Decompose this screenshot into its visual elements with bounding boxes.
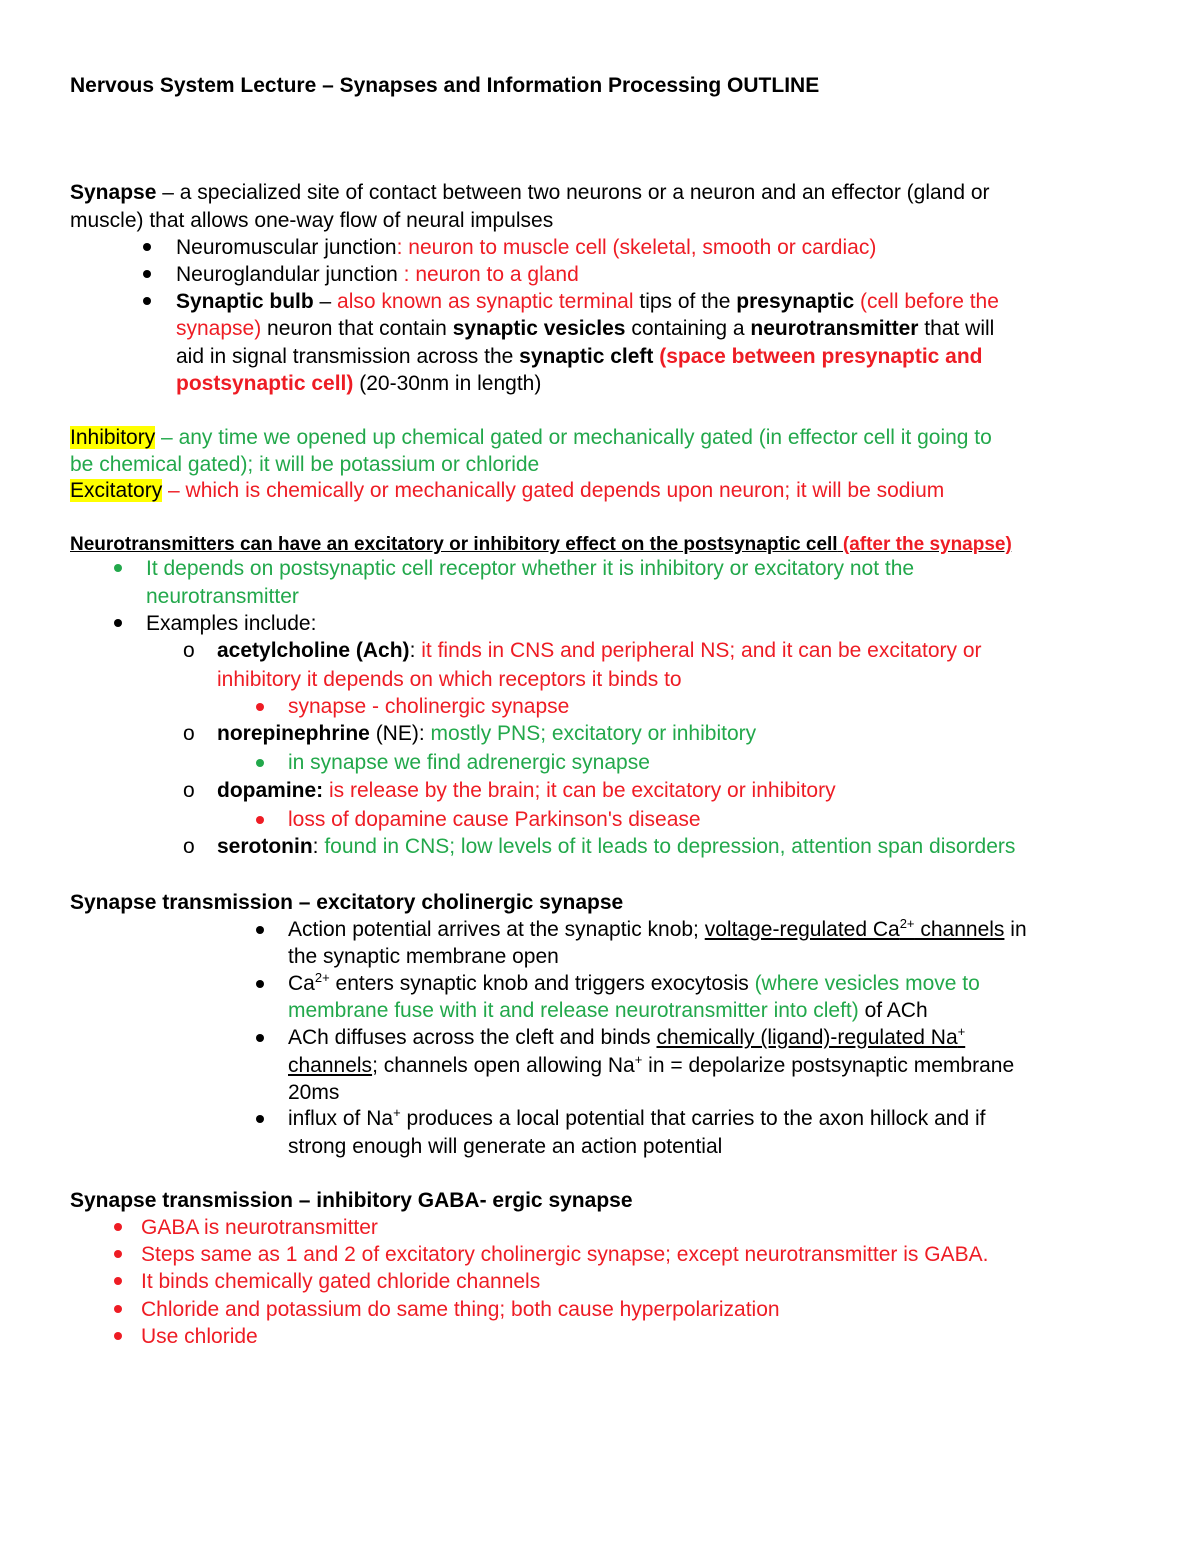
ext-s3a: ACh diffuses across the cleft and binds [288, 1026, 657, 1049]
dopamine-name: dopamine: [217, 779, 324, 802]
bullet-icon [256, 980, 264, 988]
ext-s1-sup: 2+ [899, 916, 915, 931]
inh-item: Steps same as 1 and 2 of excitatory cholinergic synapse; except neurotransmitter is GABA. [141, 1243, 989, 1266]
ext-s3-sup1: + [957, 1024, 966, 1039]
ext-s3-underline1 [656, 1026, 965, 1049]
ext-s3-u2: channels [288, 1054, 373, 1077]
ach-name: acetylcholine (Ach) [217, 639, 410, 662]
inhibitory-line1 [70, 424, 992, 451]
ext-s1a: Action potential arrives at the synaptic knob; [288, 918, 705, 941]
nt-point1-line1: It depends on postsynaptic cell receptor whether it is inhibitory or excitatory not the [146, 557, 915, 580]
bulb-dash: – [313, 290, 338, 313]
ne-line [217, 720, 756, 747]
nt-heading [70, 531, 1012, 558]
inh-item: GABA is neurotransmitter [141, 1216, 378, 1239]
bulb-cell-before: (cell before the [854, 290, 999, 313]
serotonin-colon: : [312, 835, 319, 858]
bulb-line3 [176, 343, 983, 370]
bulb-term: Synaptic bulb [176, 290, 314, 313]
inh-item: Chloride and potassium do same thing; both cause hyperpolarization [141, 1298, 780, 1321]
serotonin-name: serotonin [217, 835, 313, 858]
bullet-icon [114, 1223, 122, 1231]
ext-step1-line1 [288, 916, 1027, 943]
ne-abbr: (NE): [369, 722, 425, 745]
bullet-icon [114, 1250, 122, 1258]
excitatory-label: Excitatory [70, 479, 163, 502]
ext-s1-link2: channels [914, 918, 1005, 941]
bullet-neuromuscular [176, 234, 876, 261]
bullet-icon [256, 816, 264, 824]
bullet-icon [256, 759, 264, 767]
ext-s1-link [705, 918, 1005, 941]
dopamine-line [217, 777, 836, 804]
ne-name: norepinephrine [217, 722, 370, 745]
serotonin-line [217, 833, 1015, 860]
bulb-neuron-contain: neuron that contain [261, 317, 453, 340]
ne-desc: mostly PNS; excitatory or inhibitory [424, 722, 757, 745]
ext-s4a: influx of Na [288, 1107, 394, 1130]
ext-step1-line2: the synaptic membrane open [288, 945, 559, 968]
bulb-line1 [176, 288, 999, 315]
bulb-containing: containing a [625, 317, 751, 340]
bulb-neurotransmitter: neurotransmitter [750, 317, 919, 340]
ext-step2-line1 [288, 970, 980, 997]
ext-s3-u1: chemically (ligand)-regulated Na [656, 1026, 958, 1049]
ext-s1-link-text: voltage-regulated Ca [704, 918, 900, 941]
ngj-detail: : neuron to a gland [403, 263, 579, 286]
ext-s2-sup: 2+ [314, 970, 330, 985]
excitatory-transmission-heading: Synapse transmission – excitatory cholinergic synapse [70, 891, 624, 914]
ngj-label: Neuroglandular junction [176, 263, 404, 286]
ext-step3-line1 [288, 1024, 965, 1051]
sub-bullet-icon: o [183, 639, 195, 662]
ext-s4b: produces a local potential that carries to the axon hillock and if [400, 1107, 986, 1130]
bulb-vesicles: synaptic vesicles [452, 317, 626, 340]
serotonin-desc: found in CNS; low levels of it leads to depression, attention span disorders [318, 835, 1016, 858]
ext-step4-line2: strong enough will generate an action potential [288, 1135, 723, 1158]
inhibitory-line2: be chemical gated); it will be potassium or chloride [70, 453, 540, 476]
ext-s2-note2: membrane fuse with it and release neurotransmitter into cleft) [288, 999, 859, 1022]
sub-bullet-icon: o [183, 835, 195, 858]
inhibitory-text1: – any time we opened up chemical gated or mechanically gated (in effector cell it going to [155, 426, 992, 449]
bulb-aid: aid in signal transmission across the [176, 345, 520, 368]
dopamine-sub: loss of dopamine cause Parkinson's disease [288, 808, 701, 831]
synapse-def-text: – a specialized site of contact between two neurons or a neuron and an effector (gland or [156, 181, 990, 204]
nt-point1-line2: neurotransmitter [146, 585, 299, 608]
bullet-icon [114, 619, 122, 627]
bullet-icon [256, 703, 264, 711]
bulb-line2 [176, 315, 994, 342]
bullet-icon [114, 1332, 122, 1340]
sub-bullet-icon: o [183, 722, 195, 745]
bulb-postsyn-cell: postsynaptic cell) [176, 372, 354, 395]
nt-heading-note: (after the synapse) [837, 534, 1012, 555]
bullet-icon [114, 1305, 122, 1313]
ext-step3-line2 [288, 1052, 1014, 1079]
bulb-tips: tips of the [633, 290, 737, 313]
ext-s4-sup: + [393, 1105, 401, 1120]
nt-examples-label: Examples include: [146, 612, 317, 635]
bullet-icon [256, 926, 264, 934]
ach-colon: : [409, 639, 416, 662]
ext-s1b: in [1004, 918, 1027, 941]
bulb-presynaptic: presynaptic [736, 290, 855, 313]
ext-step2-line2 [288, 997, 928, 1024]
bullet-icon [256, 1115, 264, 1123]
bulb-length: (20-30nm in length) [353, 372, 542, 395]
synapse-definition-line1 [70, 179, 990, 206]
ach-desc1: it finds in CNS and peripheral NS; and it can be excitatory or [415, 639, 982, 662]
inh-item: It binds chemically gated chloride channels [141, 1270, 541, 1293]
bullet-icon [114, 1277, 122, 1285]
ext-s3b: ; channels open allowing Na [372, 1054, 635, 1077]
inhibitory-label: Inhibitory [70, 426, 156, 449]
inh-item: Use chloride [141, 1325, 258, 1348]
excitatory-text: – which is chemically or mechanically gated depends upon neuron; it will be sodium [162, 479, 945, 502]
ext-s2-note1: (where vesicles move to [748, 972, 980, 995]
inhibitory-transmission-heading: Synapse transmission – inhibitory GABA- ergic synapse [70, 1189, 633, 1212]
ach-line1 [217, 637, 982, 664]
synapse-term: Synapse [70, 181, 157, 204]
bulb-cleft: synaptic cleft [519, 345, 654, 368]
bullet-icon [143, 270, 151, 278]
ext-s2a: enters synaptic knob and triggers exocytosis [329, 972, 749, 995]
synapse-definition-line2: muscle) that allows one-way flow of neural impulses [70, 209, 554, 232]
bulb-space-between: (space between presynaptic and [653, 345, 983, 368]
ext-s2-ca: Ca [288, 972, 315, 995]
bulb-synapse-close: synapse) [176, 317, 262, 340]
ext-s2-end: of ACh [858, 999, 928, 1022]
bulb-line4 [176, 370, 541, 397]
excitatory-line [70, 477, 944, 504]
ne-sub: in synapse we find adrenergic synapse [288, 751, 650, 774]
bullet-icon [143, 243, 151, 251]
nmj-label: Neuromuscular junction [176, 236, 397, 259]
bulb-aka: also known as synaptic terminal [337, 290, 634, 313]
ext-step4-line1 [288, 1105, 986, 1132]
ext-s3c: in = depolarize postsynaptic membrane [642, 1054, 1015, 1077]
nt-heading-text: Neurotransmitters can have an excitatory or inhibitory effect on the postsynaptic cell [70, 534, 838, 555]
bullet-neuroglandular [176, 261, 579, 288]
bullet-icon [256, 1034, 264, 1042]
ach-line2: inhibitory it depends on which receptors it binds to [217, 668, 682, 691]
ext-step3-line3: 20ms [288, 1081, 340, 1104]
nmj-detail: : neuron to muscle cell (skeletal, smooth or cardiac) [396, 236, 877, 259]
sub-bullet-icon: o [183, 779, 195, 802]
bullet-icon [114, 564, 122, 572]
dopamine-desc: is release by the brain; it can be excitatory or inhibitory [323, 779, 836, 802]
ext-s3-sup2: + [634, 1052, 643, 1067]
ach-sub: synapse - cholinergic synapse [288, 695, 570, 718]
bullet-icon [143, 297, 151, 305]
document-title: Nervous System Lecture – Synapses and Information Processing OUTLINE [70, 74, 820, 97]
bulb-that-will: that will [918, 317, 995, 340]
